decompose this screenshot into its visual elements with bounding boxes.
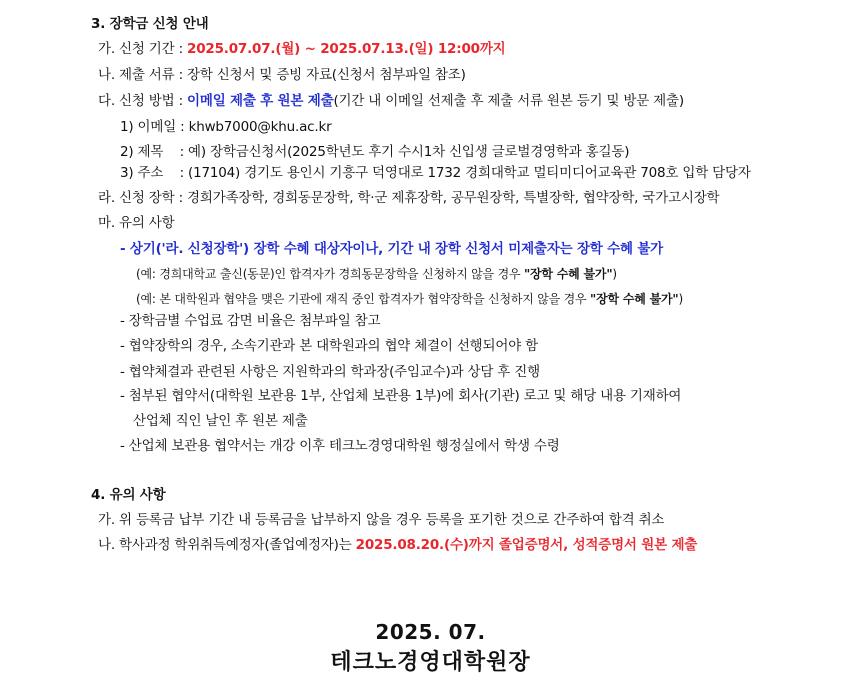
application-period — [98, 39, 506, 59]
item2-text: 나. 학사과정 학위취득예정자(졸업예정자)는 — [98, 537, 356, 553]
email-address: 1) 이메일 : khwb7000@khu.ac.kr — [120, 119, 332, 135]
graduation-certificate-notice — [98, 535, 697, 555]
registration-cancel-notice: 가. 위 등록금 납부 기간 내 등록금을 납부하지 않을 경우 등록을 포기한 것으로 간주하여 합격 취소 — [98, 512, 665, 528]
period-value: 2025.07.07.(월) ~ 2025.07.13.(일) 12:00까지 — [187, 41, 506, 57]
note-agreement-form-line2: 산업체 직인 날인 후 원본 제출 — [133, 413, 308, 429]
example2-text: (예: 본 대학원과 협약을 맺은 기관에 재직 중인 합격자가 협약장학을 신청하지 않을 경우 — [136, 292, 591, 306]
issuer-name: 테크노경영대학원장 — [330, 650, 531, 675]
note-agreement-pickup: - 산업체 보관용 협약서는 개강 이후 테크노경영대학원 행정실에서 학생 수령 — [120, 438, 560, 454]
method-value: 이메일 제출 후 원본 제출 — [187, 93, 334, 109]
note-agreement-prerequisite: - 협약장학의 경우, 소속기관과 본 대학원과의 협약 체결이 선행되어야 함 — [120, 338, 538, 354]
section4-title: 4. 유의 사항 — [91, 487, 166, 503]
item2-red: 2025.08.20.(수)까지 졸업증명서, 성적증명서 원본 제출 — [355, 537, 698, 553]
example1-bold: "장학 수혜 불가" — [523, 267, 613, 281]
example-agreement — [136, 289, 683, 309]
notes-title: 마. 유의 사항 — [98, 215, 175, 231]
period-label: 가. 신청 기간 : — [98, 41, 188, 57]
email-subject: 2) 제목 : 예) 장학금신청서(2025학년도 후기 수시1차 신입생 글로벌경영학과 홍길동) — [120, 144, 630, 160]
method-label: 다. 신청 방법 : — [98, 93, 188, 109]
scholarship-types: 라. 신청 장학 : 경희가족장학, 경희동문장학, 학·군 제휴장학, 공무원장학, 특별장학, 협약장학, 국가고시장학 — [98, 190, 720, 206]
example2-bold: "장학 수혜 불가" — [590, 292, 679, 306]
mailing-address: 3) 주소 : (17104) 경기도 용인시 기흥구 덕영대로 1732 경희대학교 멀티미디어교육관 708호 입학 담당자 — [120, 165, 751, 181]
note-agreement-consultation: - 협약체결과 관련된 사항은 지원학과의 학과장(주임교수)과 상담 후 진행 — [120, 364, 540, 380]
section3-title: 3. 장학금 신청 안내 — [91, 16, 209, 32]
issue-date: 2025. 07. — [375, 620, 486, 644]
example2-end: ) — [678, 292, 683, 306]
example1-end: ) — [612, 267, 617, 281]
method-note: (기간 내 이메일 선제출 후 제출 서류 원본 등기 및 방문 제출) — [333, 93, 684, 109]
note-agreement-form-line1: - 첨부된 협약서(대학원 보관용 1부, 산업체 보관용 1부)에 회사(기관) 로고 및 해당 내용 기재하여 — [120, 388, 682, 404]
required-documents: 나. 제출 서류 : 장학 신청서 및 증빙 자료(신청서 첨부파일 참조) — [98, 67, 466, 83]
application-method — [98, 91, 684, 111]
ineligibility-warning: - 상기('라. 신청장학') 장학 수혜 대상자이나, 기간 내 장학 신청서 미제출자는 장학 수혜 불가 — [120, 241, 663, 257]
note-reduction-rate: - 장학금별 수업료 감면 비율은 첨부파일 참고 — [120, 313, 381, 329]
example1-text: (예: 경희대학교 출신(동문)인 합격자가 경희동문장학을 신청하지 않을 경우 — [136, 267, 524, 281]
example-alumni — [136, 264, 617, 284]
